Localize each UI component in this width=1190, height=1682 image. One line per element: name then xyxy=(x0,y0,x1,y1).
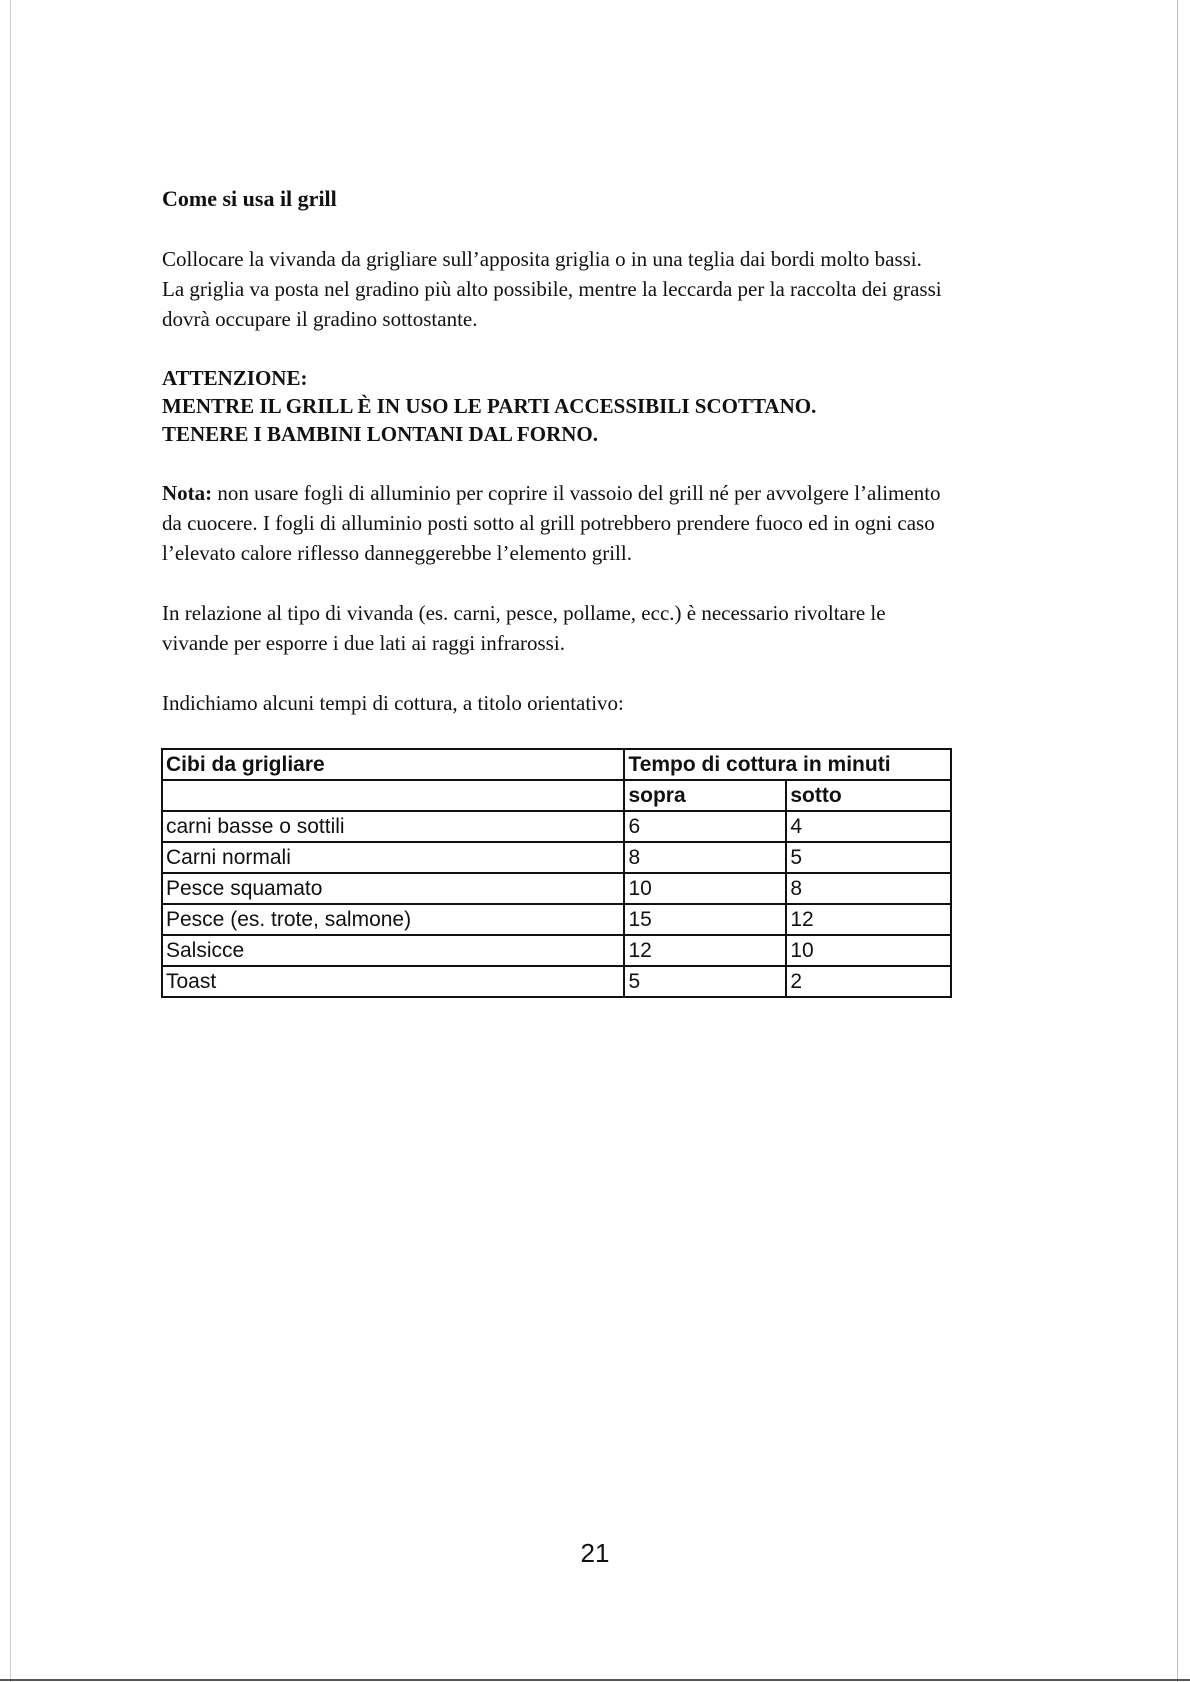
attention-warning: MENTRE IL GRILL È IN USO LE PARTI ACCESSIBILI SCOTTANO. xyxy=(162,394,817,418)
top-time-cell: 8 xyxy=(624,842,786,873)
attention-warning: TENERE I BAMBINI LONTANI DAL FORNO. xyxy=(162,422,599,446)
table-header-row xyxy=(162,749,951,780)
nota-line: l’elevato calore riflesso danneggerebbe l’elemento grill. xyxy=(162,541,632,565)
top-time-cell: 6 xyxy=(624,811,786,842)
top-time-cell: 12 xyxy=(624,935,786,966)
times-intro: Indichiamo alcuni tempi di cottura, a titolo orientativo: xyxy=(162,691,624,715)
food-cell: Carni normali xyxy=(162,842,624,873)
main-content xyxy=(162,184,1022,748)
relation-line: vivande per esporre i due lati ai raggi infrarossi. xyxy=(162,631,565,655)
nota-paragraph xyxy=(162,478,1022,568)
table-row xyxy=(162,842,951,873)
scan-edge-left xyxy=(10,0,11,1682)
page-number: 21 xyxy=(580,1538,610,1568)
bottom-time-cell: 2 xyxy=(786,966,951,997)
relation-line: In relazione al tipo di vivanda (es. carni, pesce, pollame, ecc.) è necessario rivoltare le xyxy=(162,601,886,625)
header-time: Tempo di cottura in minuti xyxy=(624,749,951,780)
intro-line: dovrà occupare il gradino sottostante. xyxy=(162,307,478,331)
intro-line: Collocare la vivanda da grigliare sull’apposita griglia o in una teglia dai bordi molto bassi. xyxy=(162,247,922,271)
header-bottom: sotto xyxy=(786,780,951,811)
section-title: Come si usa il grill xyxy=(162,186,337,211)
table-row xyxy=(162,935,951,966)
intro-paragraph xyxy=(162,244,1022,334)
nota-label: Nota: xyxy=(162,481,213,505)
food-cell: carni basse o sottili xyxy=(162,811,624,842)
bottom-time-cell: 12 xyxy=(786,904,951,935)
table-row xyxy=(162,904,951,935)
bottom-time-cell: 10 xyxy=(786,935,951,966)
scan-edge-right xyxy=(1177,0,1178,1682)
scan-edge-bottom xyxy=(0,1679,1190,1681)
table-subheader-row xyxy=(162,780,951,811)
table-row xyxy=(162,811,951,842)
table-row xyxy=(162,873,951,904)
header-empty-cell xyxy=(162,780,624,811)
nota-line: da cuocere. I fogli di alluminio posti sotto al grill potrebbero prendere fuoco ed in ogni caso xyxy=(162,511,935,535)
bottom-time-cell: 4 xyxy=(786,811,951,842)
bottom-time-cell: 8 xyxy=(786,873,951,904)
table-row xyxy=(162,966,951,997)
attention-heading: ATTENZIONE: xyxy=(162,366,308,390)
relation-paragraph xyxy=(162,598,1022,658)
food-cell: Toast xyxy=(162,966,624,997)
top-time-cell: 5 xyxy=(624,966,786,997)
header-top: sopra xyxy=(624,780,786,811)
food-cell: Pesce squamato xyxy=(162,873,624,904)
intro-line: La griglia va posta nel gradino più alto possibile, mentre la leccarda per la raccolta dei grassi xyxy=(162,277,942,301)
food-cell: Salsicce xyxy=(162,935,624,966)
nota-line: non usare fogli di alluminio per coprire il vassoio del grill né per avvolgere l’alimento xyxy=(212,481,941,505)
cooking-times-table xyxy=(161,748,952,998)
header-food: Cibi da grigliare xyxy=(162,749,624,780)
food-cell: Pesce (es. trote, salmone) xyxy=(162,904,624,935)
top-time-cell: 10 xyxy=(624,873,786,904)
bottom-time-cell: 5 xyxy=(786,842,951,873)
attention-block xyxy=(162,364,1022,448)
top-time-cell: 15 xyxy=(624,904,786,935)
